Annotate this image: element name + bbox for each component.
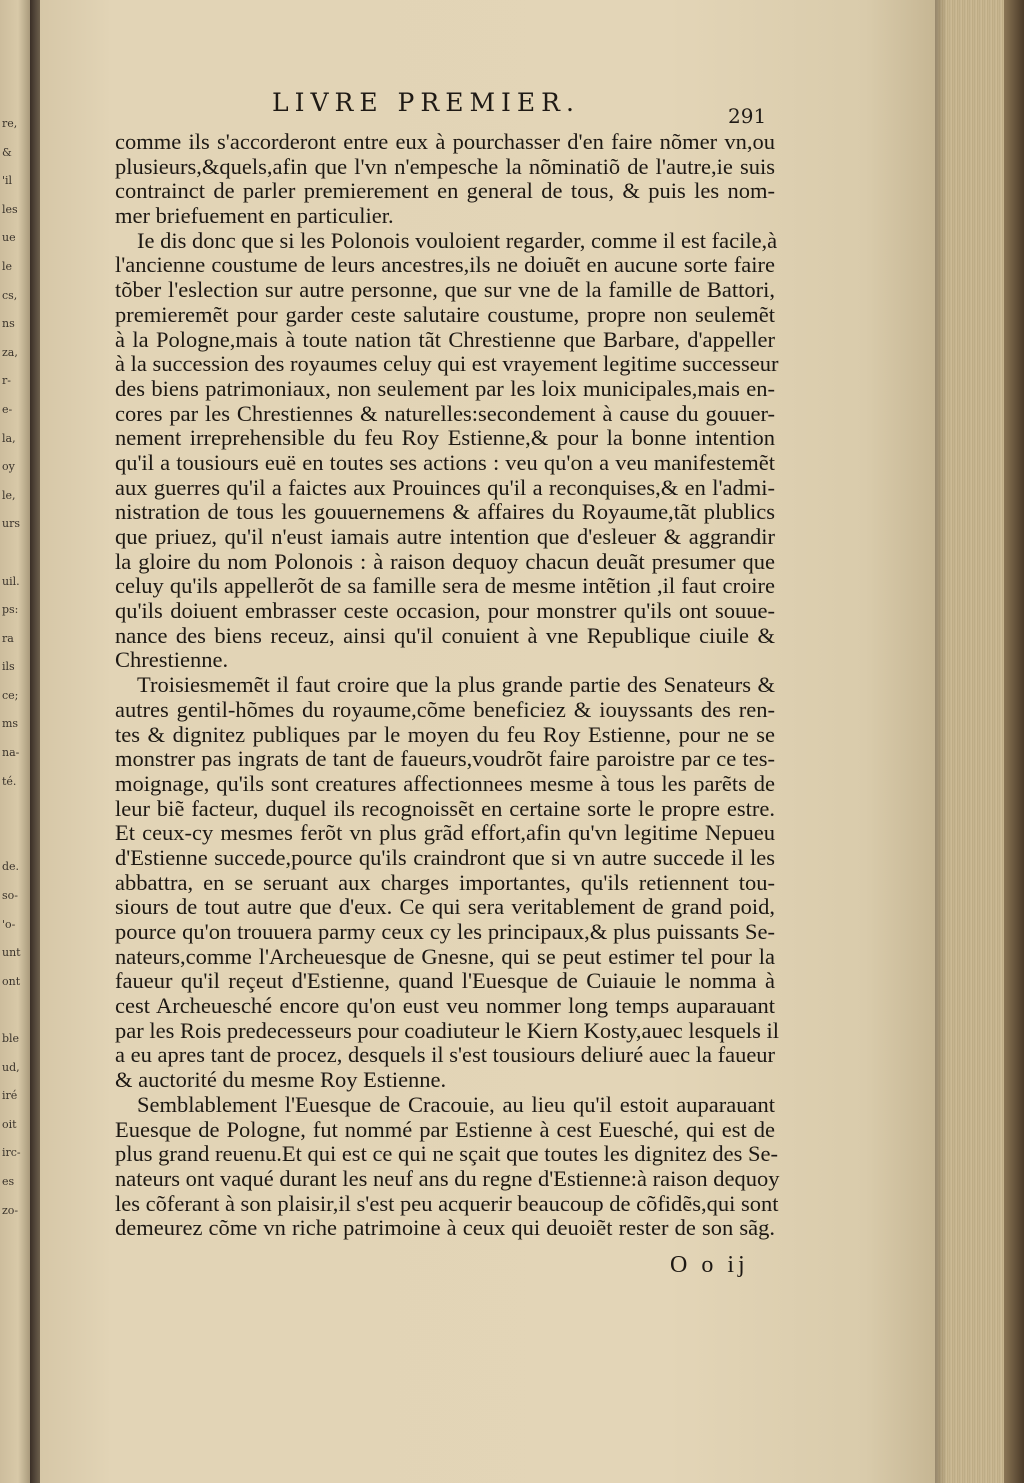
previous-page-fragment: oit bbox=[2, 1117, 17, 1131]
previous-page-fragment: & bbox=[2, 145, 12, 159]
text-line: tõber l'eslection sur autre personne, que sur vne de la famille de Battori, bbox=[115, 277, 775, 303]
book-page bbox=[40, 0, 938, 1483]
previous-page-fragment: ce; bbox=[2, 688, 19, 702]
previous-page-fragment: ud, bbox=[2, 1060, 20, 1074]
previous-page-fragment: urs bbox=[2, 517, 20, 531]
previous-page-fragment bbox=[2, 996, 28, 1025]
previous-page-fragment: na- bbox=[2, 746, 20, 760]
text-line: la gloire du nom Polonois : à raison dequoy chacun deuãt presumer que bbox=[115, 548, 775, 574]
previous-page-fragment: irc- bbox=[2, 1146, 21, 1160]
previous-page-fragment: 'il bbox=[2, 174, 13, 188]
previous-page-fragment: r- bbox=[2, 374, 11, 388]
text-line: Chrestienne. bbox=[115, 647, 229, 673]
text-line: Semblablement l'Euesque de Cracouie, au lieu qu'il estoit auparauant bbox=[137, 1091, 775, 1117]
previous-page-fragment bbox=[2, 539, 28, 568]
text-line: l'ancienne coustume de leurs ancestres,ils ne doiuẽt en aucune sorte faire bbox=[115, 252, 775, 278]
text-line: contrainct de parler premierement en general de tous, & puis les nom- bbox=[115, 178, 775, 204]
text-line: autres gentil-hõmes du royaume,cõme beneficiez & iouyssants des ren- bbox=[115, 696, 775, 722]
text-line: Ie dis donc que si les Polonois vouloient regarder, comme il est facile,à bbox=[137, 227, 778, 253]
text-line: abbattra, en se seruant aux charges importantes, qu'ils retiennent tou- bbox=[115, 869, 775, 895]
previous-page-fragment: de. bbox=[2, 860, 20, 874]
text-line: nateurs ont vaqué durant les neuf ans du regne d'Estienne:à raison dequoy bbox=[115, 1165, 780, 1191]
text-line: pource qu'on trouuera parmy ceux cy les principaux,& plus puissants Se- bbox=[115, 919, 775, 944]
text-line: tes & dignitez publiques par le moyen du feu Roy Estienne, pour ne se bbox=[115, 721, 775, 747]
previous-page-fragment: la, bbox=[2, 431, 16, 445]
text-line: aux guerres qu'il a faictes aux Prouinces qu'il a reconquises,& en l'admi- bbox=[115, 474, 775, 500]
text-line: par les Rois predecesseurs pour coadiuteur le Kiern Kosty,auec lesquels il bbox=[115, 1017, 779, 1043]
text-line: Troisiesmemẽt il faut croire que la plus grande partie des Senateurs & bbox=[137, 672, 775, 698]
text-line: demeurez cõme vn riche patrimoine à ceux qui deuoiẽt rester de son sãg. bbox=[115, 1215, 775, 1241]
text-line: siours de tout autre que d'eux. Ce qui sera veritablement de grand poid, bbox=[115, 894, 775, 920]
text-line: & auctorité du mesme Roy Estienne. bbox=[115, 1067, 447, 1093]
previous-page-fragment bbox=[2, 825, 28, 854]
page-shadow bbox=[935, 0, 947, 1483]
previous-page-fragment: unt bbox=[2, 946, 21, 960]
text-line: des biens patrimoniaux, non seulement par les loix municipales,mais en- bbox=[115, 375, 775, 401]
text-line: les cõferant à son plaisir,il s'est peu acquerir beaucoup de cõfidẽs,qui sont bbox=[115, 1190, 779, 1216]
previous-page-fragment: ble bbox=[2, 1032, 20, 1045]
body-text bbox=[115, 130, 815, 1241]
previous-page-fragment bbox=[2, 796, 28, 825]
text-line: monstrer pas ingrats de tant de faueurs,voudrõt faire paroistre par ce tes- bbox=[115, 746, 775, 772]
previous-page-fragment: ns bbox=[2, 317, 15, 331]
previous-page-fragment: ue bbox=[2, 231, 16, 245]
text-line: a eu apres tant de procez, desquels il s'est tousiours deliuré auec la faueur bbox=[115, 1042, 776, 1068]
running-title: LIVRE PREMIER. bbox=[272, 88, 580, 117]
previous-page-fragment: le, bbox=[2, 488, 16, 502]
previous-page-edge bbox=[0, 0, 30, 1483]
text-line: qu'ils doiuent embrasser ceste occasion, pour monstrer qu'ils ont souue- bbox=[115, 598, 775, 624]
text-line: cores par les Chrestiennes & naturelles:secondement à cause du gouuer- bbox=[115, 400, 775, 426]
binding-gutter bbox=[30, 0, 40, 1483]
text-line: nance des biens receuz, ainsi qu'il conuient à vne Republique ciuile & bbox=[115, 622, 775, 648]
text-line: leur biẽ facteur, duquel ils recognoissẽt en certaine sorte le propre estre. bbox=[115, 795, 775, 821]
text-line: d'Estienne succede,pource qu'ils craindront que si vn autre succede il les bbox=[115, 844, 775, 870]
previous-page-fragment: ra bbox=[2, 631, 14, 645]
text-line: que priuez, qu'il n'eust iamais autre intention que d'esleuer & aggrandir bbox=[115, 524, 775, 549]
text-line: Euesque de Pologne, fut nommé par Estienne à cest Euesché, qui est de bbox=[115, 1116, 775, 1142]
previous-page-fragments bbox=[2, 110, 28, 1225]
previous-page-fragment: ms bbox=[2, 717, 19, 731]
previous-page-fragment: za, bbox=[2, 345, 18, 359]
text-line: mer briefuement en particulier. bbox=[115, 203, 394, 229]
text-line: comme ils s'accorderont entre eux à pourchasser d'en faire nõmer vn,ou bbox=[115, 129, 775, 154]
previous-page-fragment: cs, bbox=[2, 288, 18, 302]
text-line: à la succession des royaumes celuy qui est vrayement legitime successeur bbox=[115, 351, 779, 377]
text-line: moignage, qu'ils sont creatures affectionnees mesme à tous les parẽts de bbox=[115, 770, 775, 796]
previous-page-fragment: so- bbox=[2, 889, 18, 903]
text-line: cest Archeuesché encore qu'on eust veu nommer long temps auparauant bbox=[115, 993, 775, 1019]
previous-page-fragment: zo- bbox=[2, 1203, 19, 1217]
text-line: nateurs,comme l'Archeuesque de Gnesne, qui se peut estimer tel pour la bbox=[115, 943, 775, 969]
previous-page-fragment: re, bbox=[2, 117, 18, 130]
previous-page-fragment: les bbox=[2, 202, 18, 216]
previous-page-fragment: ils bbox=[2, 660, 15, 674]
previous-page-fragment: le bbox=[2, 259, 13, 273]
text-line: celuy qu'ils appellerõt de sa famille sera de mesme intẽtion ,il faut croire bbox=[115, 573, 775, 599]
book-cover-edge bbox=[1004, 0, 1024, 1483]
text-line: à la Pologne,mais à toute nation tãt Chrestienne que Barbare, d'appeller bbox=[115, 326, 775, 352]
text-line: plus grand reuenu.Et qui est ce qui ne sçait que toutes les dignitez des Se- bbox=[115, 1141, 778, 1167]
text-line: premieremẽt pour garder ceste salutaire coustume, propre non seulemẽt bbox=[115, 301, 775, 327]
previous-page-fragment: oy bbox=[2, 460, 15, 474]
previous-page-fragment: té. bbox=[2, 774, 17, 788]
previous-page-fragment: uil. bbox=[2, 574, 20, 588]
text-line: Et ceux-cy mesmes ferõt vn plus grãd effort,afin qu'vn legitime Nepueu bbox=[115, 820, 775, 846]
previous-page-fragment: ont bbox=[2, 974, 21, 988]
previous-page-fragment: es bbox=[2, 1174, 15, 1188]
page-number: 291 bbox=[728, 104, 767, 128]
text-line: plusieurs,&quels,afin que l'vn n'empesche la nõminatiõ de l'autre,ie suis bbox=[115, 153, 775, 179]
previous-page-fragment: ps: bbox=[2, 603, 19, 617]
previous-page-fragment: iré bbox=[2, 1089, 18, 1103]
signature-mark: O o ij bbox=[670, 1252, 749, 1278]
text-line: nement irreprehensible du feu Roy Estienne,& pour la bonne intention bbox=[115, 425, 775, 451]
text-line: faueur qu'il reçeut d'Estienne, quand l'Euesque de Cuiauie le nomma à bbox=[115, 968, 775, 994]
previous-page-fragment: e- bbox=[2, 402, 13, 416]
text-line: nistration de tous les gouuernemens & affaires du Royaume,tãt plublics bbox=[115, 499, 775, 525]
previous-page-fragment: 'o- bbox=[2, 917, 16, 931]
text-line: qu'il a tousiours euë en toutes ses actions : veu qu'on a veu manifestemẽt bbox=[115, 449, 775, 475]
